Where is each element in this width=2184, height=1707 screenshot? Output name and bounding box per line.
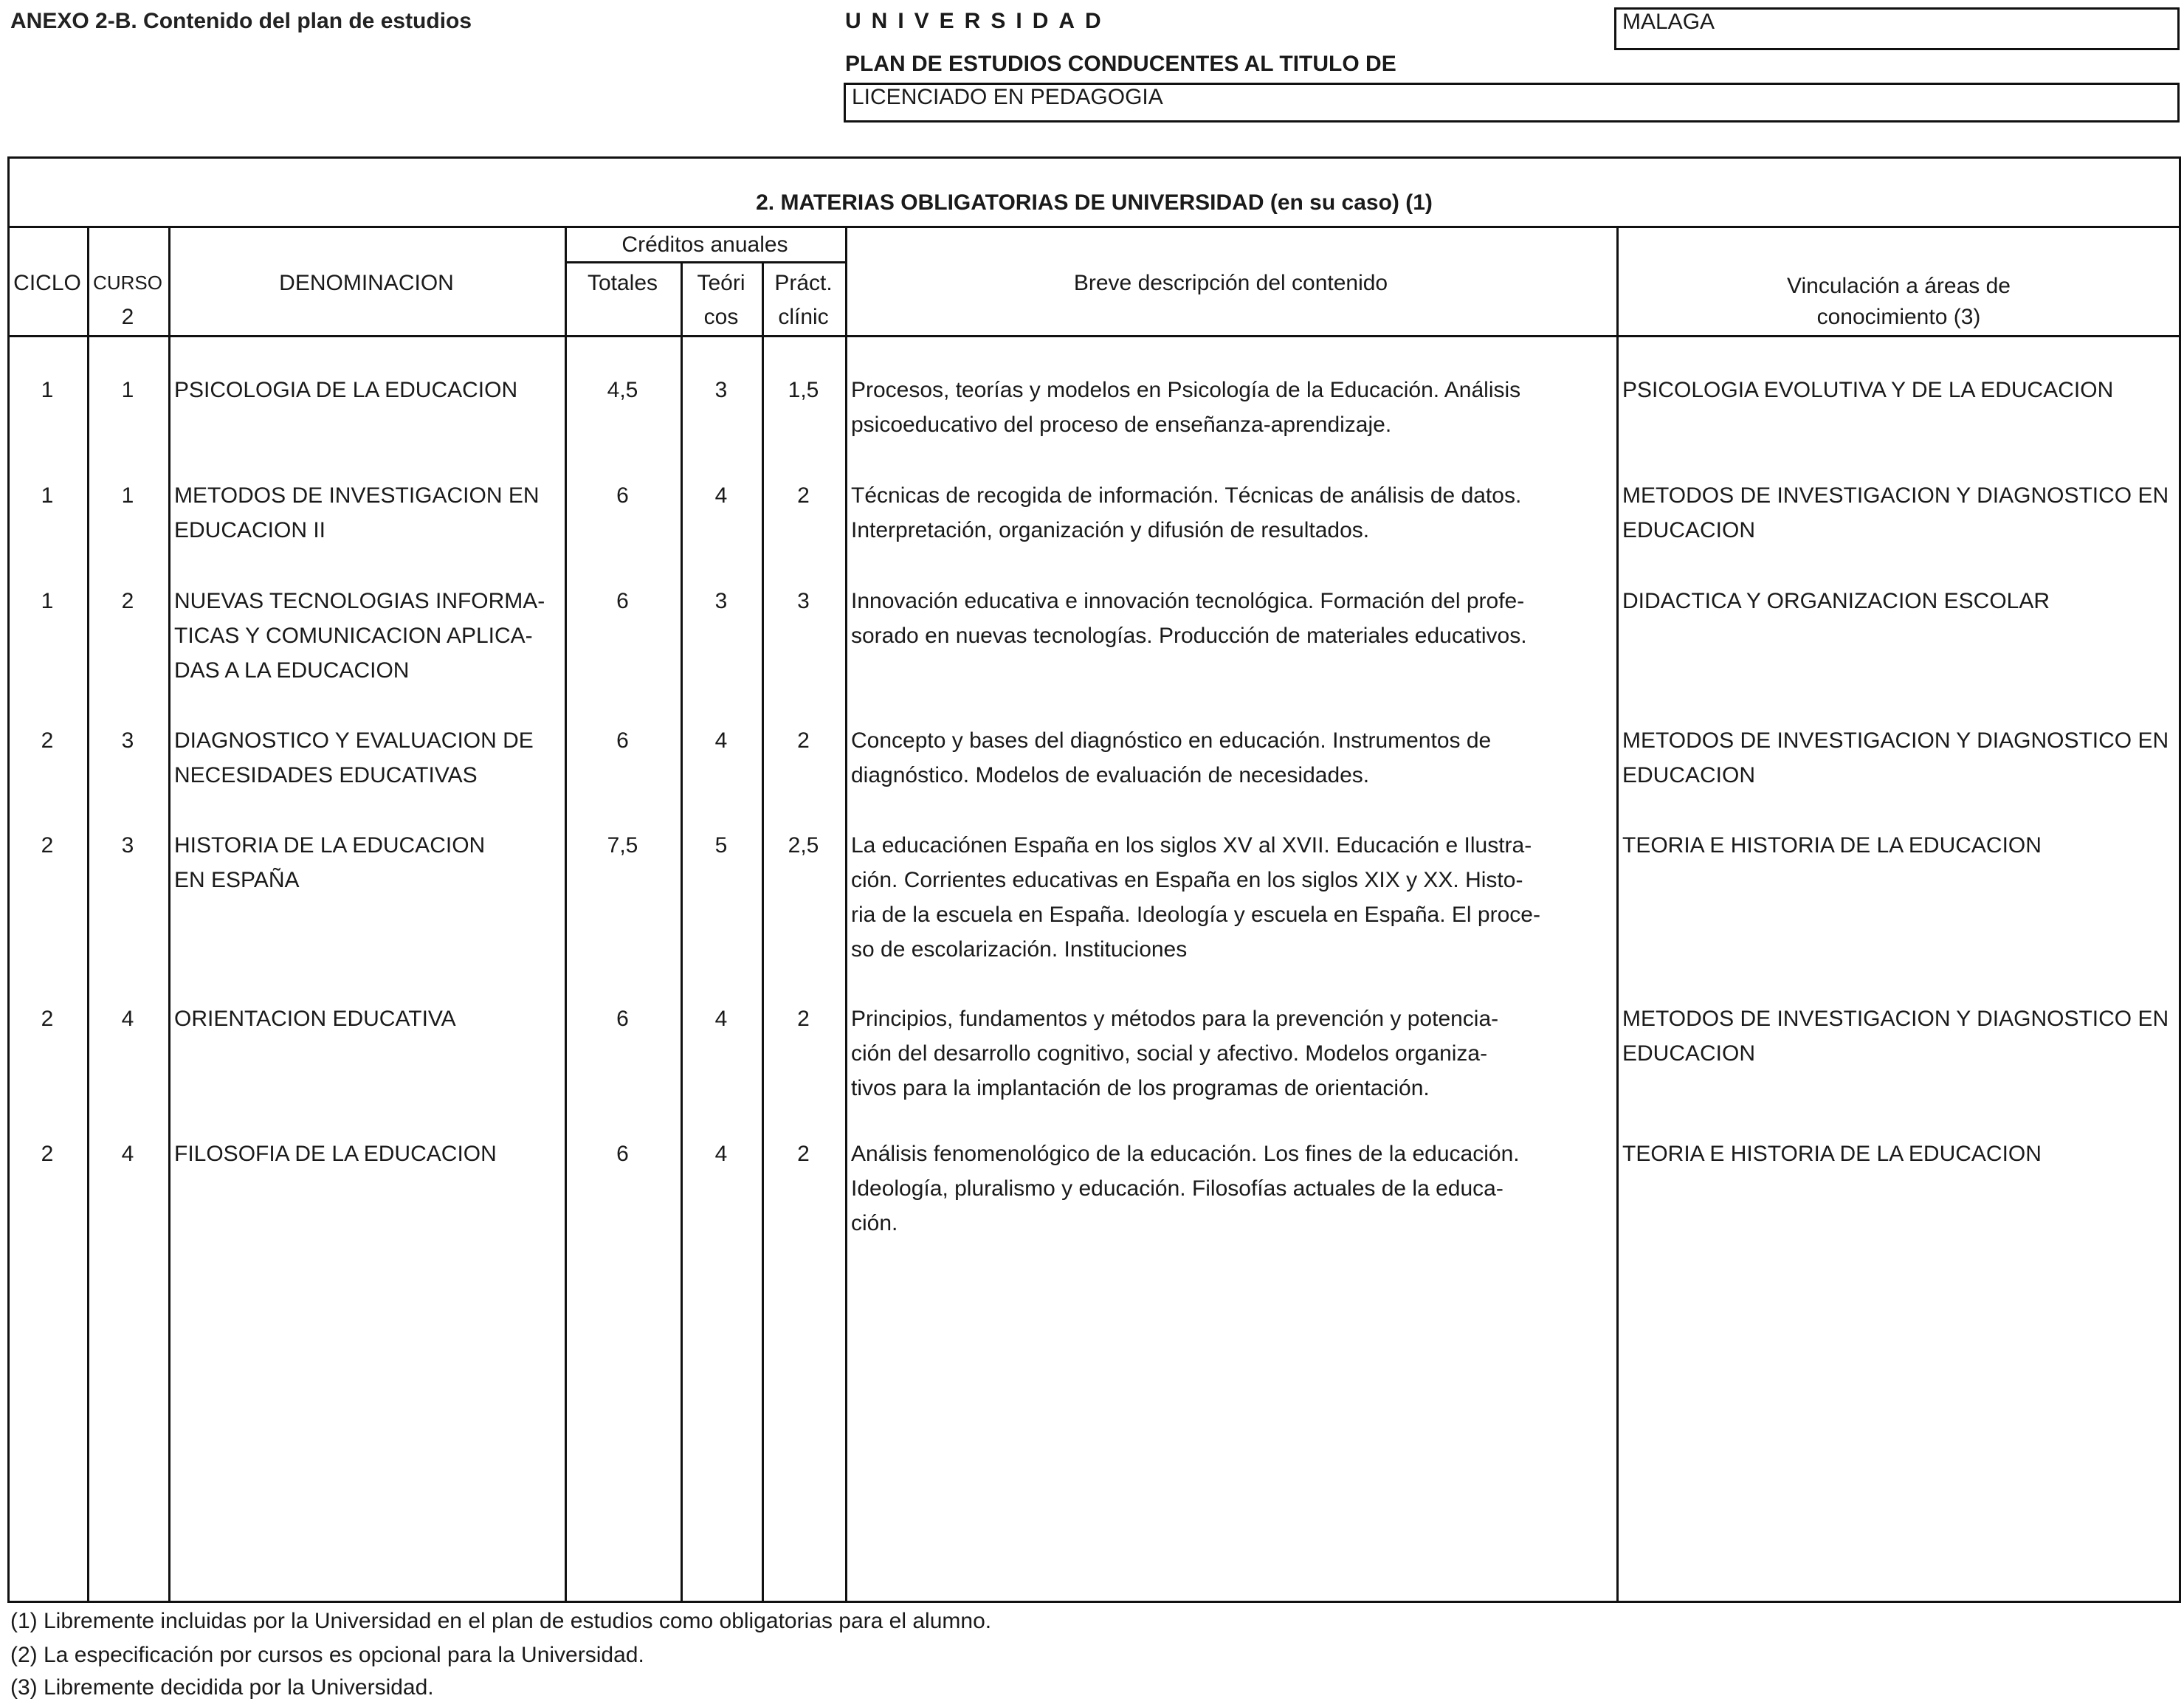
header-teoricos-2: cos [703, 305, 739, 329]
university-label: UNIVERSIDAD [845, 9, 1112, 33]
cell-practicos: 2 [797, 728, 810, 753]
plan-label: PLAN DE ESTUDIOS CONDUCENTES AL TITULO DE [845, 52, 1396, 76]
degree-title-field: LICENCIADO EN PEDAGOGIA [844, 83, 2180, 123]
divider [168, 226, 170, 1603]
cell-vinculacion-line: TEORIA E HISTORIA DE LA EDUCACION [1622, 1142, 2042, 1166]
divider [565, 226, 567, 1603]
cell-totales: 6 [616, 1142, 629, 1166]
cell-ciclo: 1 [41, 589, 54, 613]
cell-denominacion-line: NUEVAS TECNOLOGIAS INFORMA- [174, 589, 545, 613]
cell-denominacion-line: HISTORIA DE LA EDUCACION [174, 833, 486, 858]
annex-title: ANEXO 2-B. Contenido del plan de estudios [10, 9, 472, 33]
cell-denominacion-line: NECESIDADES EDUCATIVAS [174, 763, 478, 787]
footnote-2: (2) La especificación por cursos es opcional para la Universidad. [10, 1643, 644, 1667]
cell-denominacion-line: METODOS DE INVESTIGACION EN [174, 483, 540, 508]
cell-denominacion-line: ORIENTACION EDUCATIVA [174, 1007, 456, 1031]
cell-practicos: 2 [797, 1142, 810, 1166]
cell-curso: 3 [121, 833, 134, 858]
cell-ciclo: 2 [41, 728, 54, 753]
cell-practicos: 1,5 [788, 378, 819, 402]
cell-descripcion-line: ria de la escuela en España. Ideología y escuela en España. El proce- [851, 903, 1540, 927]
divider [681, 261, 683, 1603]
header-descripcion: Breve descripción del contenido [1073, 271, 1388, 295]
cell-curso: 4 [121, 1007, 134, 1031]
cell-vinculacion-line: TEORIA E HISTORIA DE LA EDUCACION [1622, 833, 2042, 858]
cell-denominacion-line: FILOSOFIA DE LA EDUCACION [174, 1142, 497, 1166]
cell-totales: 6 [616, 728, 629, 753]
cell-curso: 1 [121, 378, 134, 402]
cell-descripcion-line: Procesos, teorías y modelos en Psicología de la Educación. Análisis [851, 378, 1521, 402]
cell-descripcion-line: Concepto y bases del diagnóstico en educación. Instrumentos de [851, 728, 1492, 753]
header-totales: Totales [587, 271, 658, 295]
cell-ciclo: 2 [41, 1007, 54, 1031]
cell-denominacion-line: PSICOLOGIA DE LA EDUCACION [174, 378, 518, 402]
cell-practicos: 2 [797, 1007, 810, 1031]
cell-vinculacion-line: EDUCACION [1622, 1041, 1756, 1066]
cell-teoricos: 3 [714, 589, 728, 613]
header-practicos-1: Práct. [774, 271, 833, 295]
cell-curso: 4 [121, 1142, 134, 1166]
cell-totales: 6 [616, 1007, 629, 1031]
divider [7, 335, 2181, 337]
cell-ciclo: 2 [41, 1142, 54, 1166]
cell-descripcion-line: sorado en nuevas tecnologías. Producción de materiales educativos. [851, 624, 1527, 648]
cell-descripcion-line: psicoeducativo del proceso de enseñanza-aprendizaje. [851, 413, 1392, 437]
cell-vinculacion-line: EDUCACION [1622, 763, 1756, 787]
cell-descripcion-line: Principios, fundamentos y métodos para la prevención y potencia- [851, 1007, 1499, 1031]
divider [1616, 226, 1619, 1603]
cell-teoricos: 4 [714, 483, 728, 508]
cell-denominacion-line: EDUCACION II [174, 518, 326, 542]
cell-curso: 3 [121, 728, 134, 753]
table-title: 2. MATERIAS OBLIGATORIAS DE UNIVERSIDAD (en su caso) (1) [756, 190, 1433, 215]
cell-descripcion-line: diagnóstico. Modelos de evaluación de necesidades. [851, 763, 1370, 787]
cell-descripcion-line: Ideología, pluralismo y educación. Filosofías actuales de la educa- [851, 1176, 1503, 1201]
header-ciclo: CICLO [13, 271, 81, 295]
header-denominacion: DENOMINACION [279, 271, 454, 295]
cell-practicos: 2,5 [788, 833, 819, 858]
cell-descripcion-line: ción. Corrientes educativas en España en los siglos XIX y XX. Histo- [851, 868, 1523, 892]
cell-denominacion-line: DIAGNOSTICO Y EVALUACION DE [174, 728, 534, 753]
cell-teoricos: 4 [714, 728, 728, 753]
cell-totales: 6 [616, 483, 629, 508]
cell-vinculacion-line: METODOS DE INVESTIGACION Y DIAGNOSTICO EN [1622, 728, 2169, 753]
header-creditos: Créditos anuales [621, 232, 788, 257]
cell-curso: 2 [121, 589, 134, 613]
cell-vinculacion-line: METODOS DE INVESTIGACION Y DIAGNOSTICO EN [1622, 483, 2169, 508]
cell-descripcion-line: tivos para la implantación de los programas de orientación. [851, 1076, 1430, 1100]
header-teoricos-1: Teóri [697, 271, 745, 295]
cell-vinculacion-line: METODOS DE INVESTIGACION Y DIAGNOSTICO EN [1622, 1007, 2169, 1031]
divider [87, 226, 89, 1603]
cell-vinculacion-line: PSICOLOGIA EVOLUTIVA Y DE LA EDUCACION [1622, 378, 2114, 402]
divider [7, 226, 2181, 228]
cell-descripcion-line: Interpretación, organización y difusión de resultados. [851, 518, 1370, 542]
header-vinculacion-2: conocimiento (3) [1816, 305, 1981, 329]
cell-teoricos: 5 [714, 833, 728, 858]
footnote-1: (1) Libremente incluidas por la Universidad en el plan de estudios como obligatorias para el alumno. [10, 1609, 992, 1633]
cell-descripcion-line: ción. [851, 1211, 898, 1235]
cell-ciclo: 1 [41, 378, 54, 402]
cell-teoricos: 3 [714, 378, 728, 402]
cell-totales: 7,5 [607, 833, 638, 858]
cell-descripcion-line: Análisis fenomenológico de la educación. Los fines de la educación. [851, 1142, 1520, 1166]
cell-vinculacion-line: EDUCACION [1622, 518, 1756, 542]
cell-denominacion-line: DAS A LA EDUCACION [174, 658, 410, 683]
cell-descripcion-line: Innovación educativa e innovación tecnológica. Formación del profe- [851, 589, 1525, 613]
cell-descripcion-line: ción del desarrollo cognitivo, social y afectivo. Modelos organiza- [851, 1041, 1488, 1066]
cell-totales: 4,5 [607, 378, 638, 402]
divider [762, 261, 764, 1603]
header-practicos-2: clínic [778, 305, 829, 329]
cell-totales: 6 [616, 589, 629, 613]
cell-descripcion-line: La educaciónen España en los siglos XV al XVII. Educación e Ilustra- [851, 833, 1532, 858]
cell-teoricos: 4 [714, 1142, 728, 1166]
footnote-3: (3) Libremente decidida por la Universidad. [10, 1675, 434, 1700]
divider [845, 226, 847, 1603]
cell-practicos: 3 [797, 589, 810, 613]
cell-teoricos: 4 [714, 1007, 728, 1031]
cell-ciclo: 2 [41, 833, 54, 858]
university-field: MALAGA [1614, 7, 2180, 50]
cell-curso: 1 [121, 483, 134, 508]
cell-vinculacion-line: DIDACTICA Y ORGANIZACION ESCOLAR [1622, 589, 2050, 613]
cell-denominacion-line: EN ESPAÑA [174, 868, 300, 892]
cell-descripcion-line: so de escolarización. Instituciones [851, 937, 1188, 962]
cell-denominacion-line: TICAS Y COMUNICACION APLICA- [174, 624, 533, 648]
cell-practicos: 2 [797, 483, 810, 508]
header-curso: CURSO [93, 272, 162, 294]
cell-descripcion-line: Técnicas de recogida de información. Técnicas de análisis de datos. [851, 483, 1522, 508]
header-vinculacion-1: Vinculación a áreas de [1787, 274, 2011, 298]
header-curso-note: 2 [121, 305, 134, 329]
cell-ciclo: 1 [41, 483, 54, 508]
